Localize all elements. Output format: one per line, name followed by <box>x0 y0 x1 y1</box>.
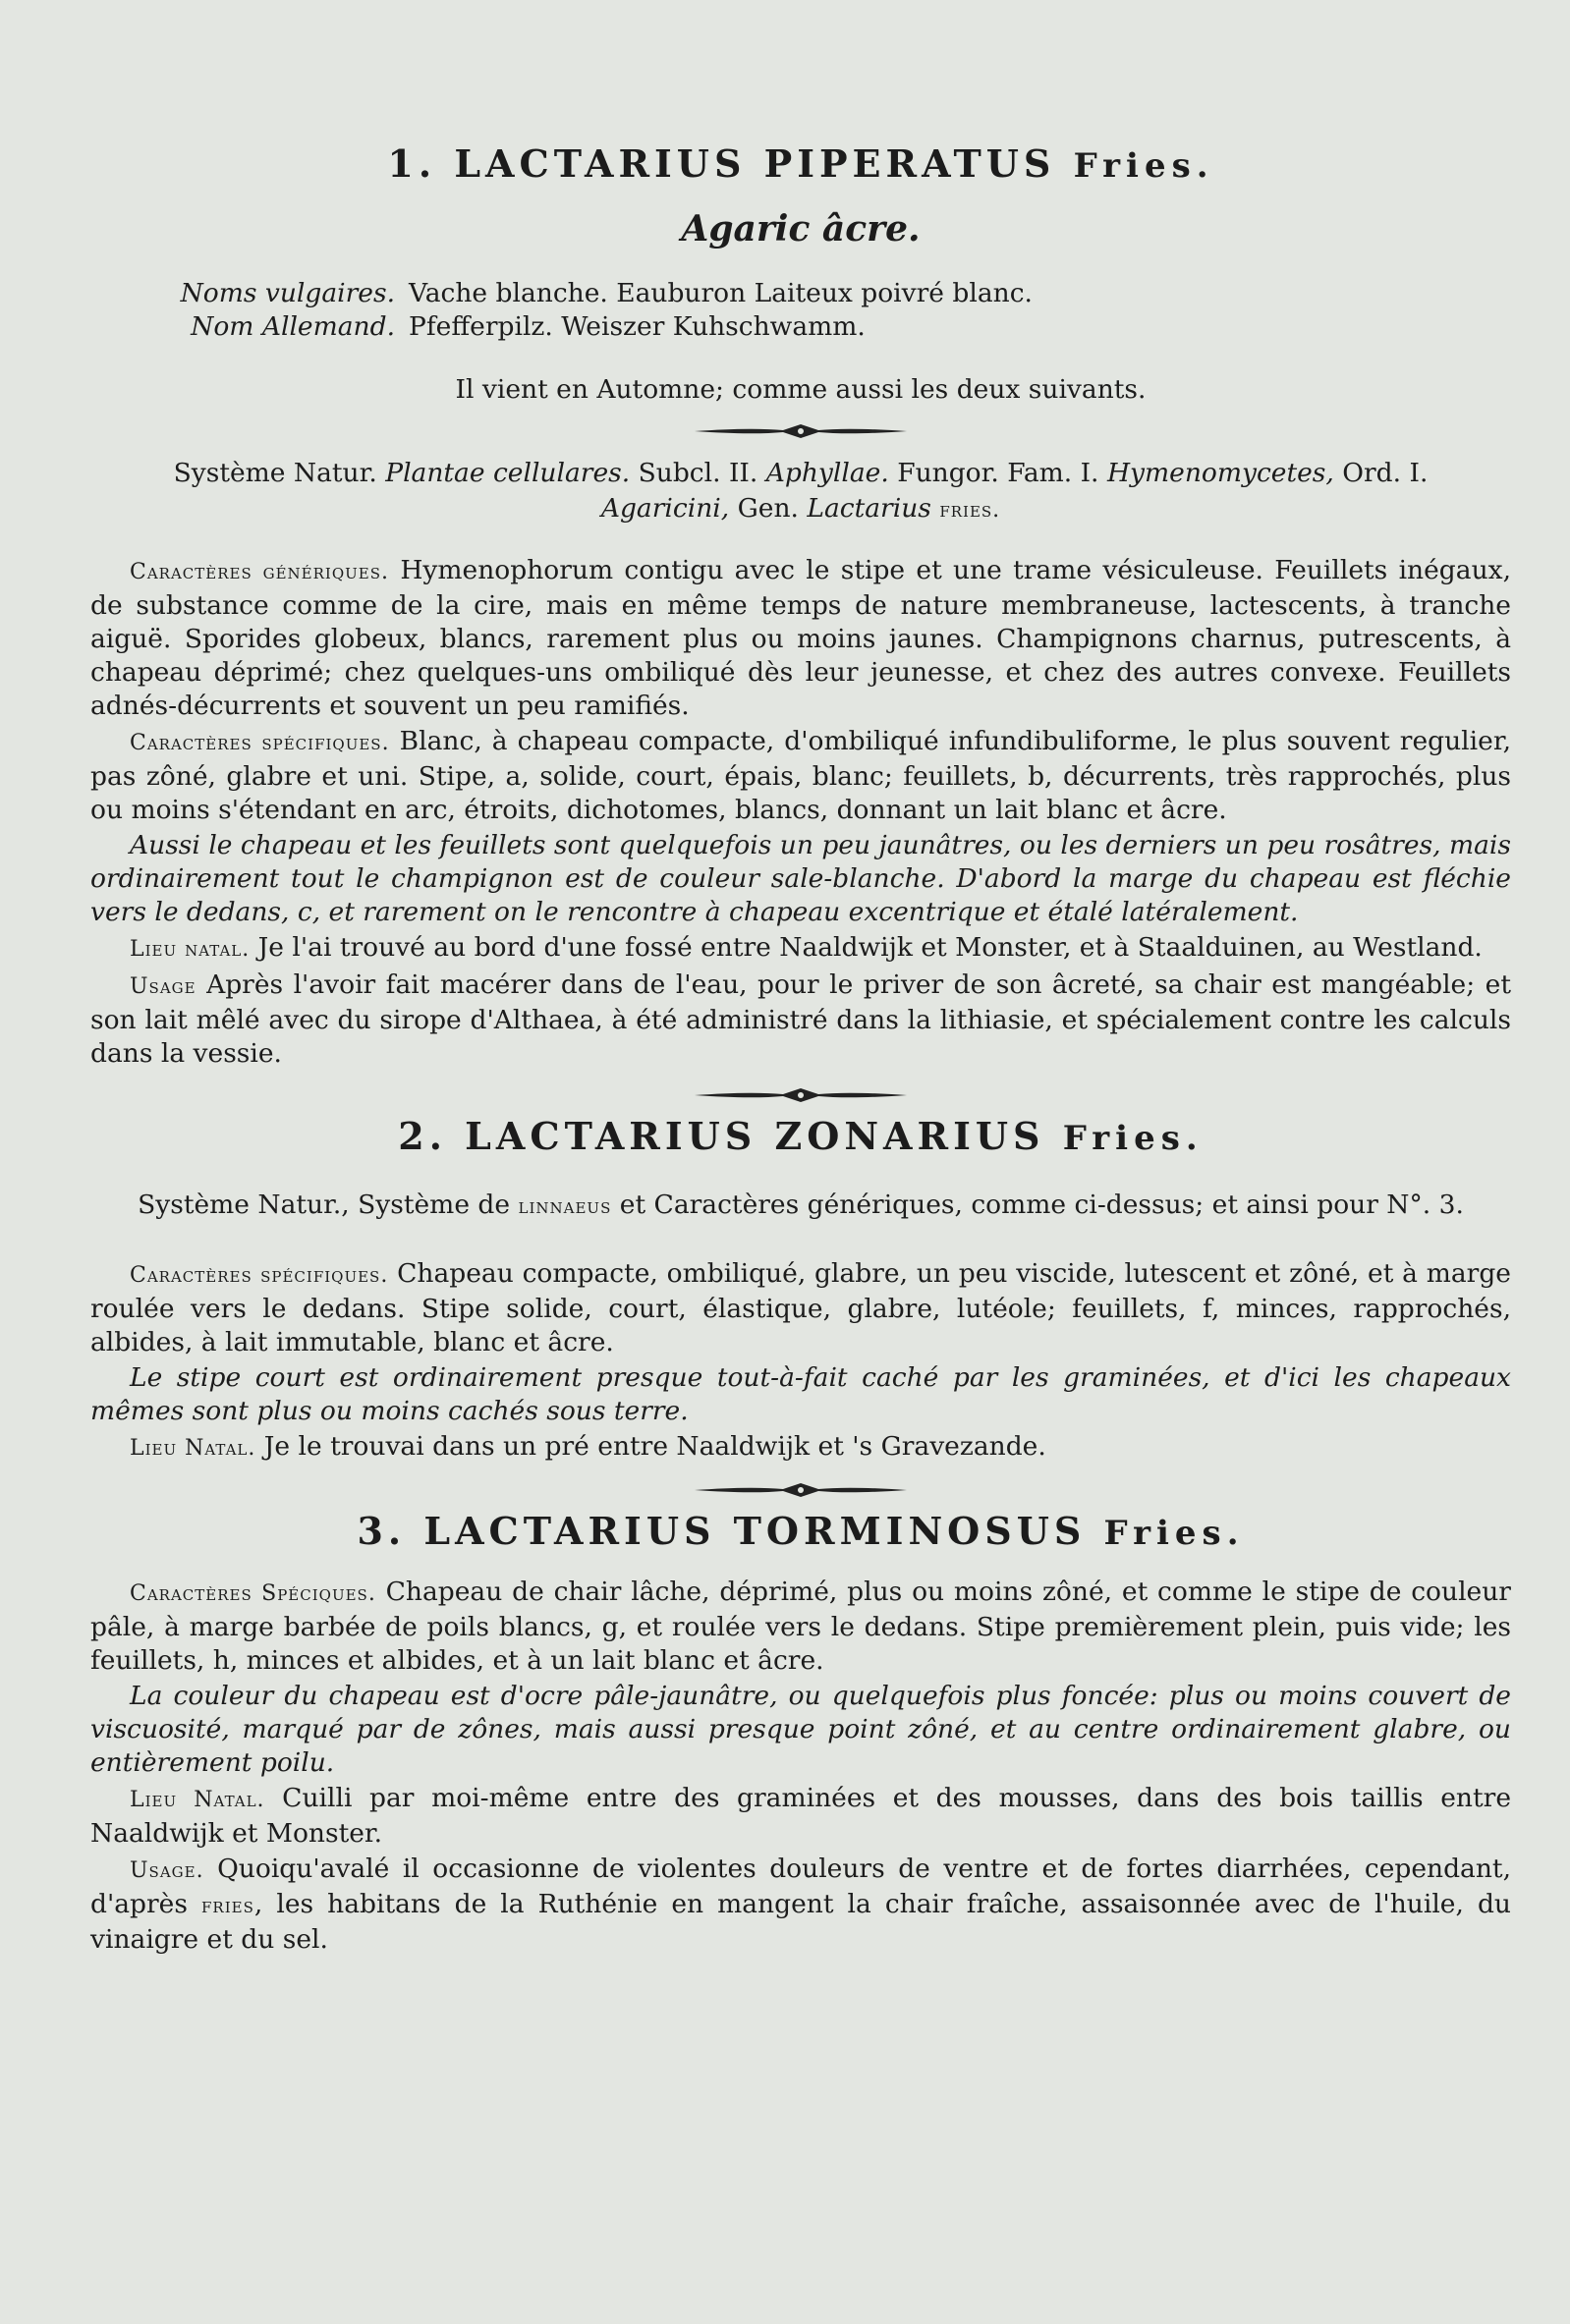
specific-characters <box>90 1576 1511 1678</box>
sys-note-part: Système Natur., Système de <box>138 1190 511 1220</box>
specific-characters-note: Le stipe court est ordinairement presque tout-à-fait caché par les graminées, et d'ici les chapeaux mêmes sont plus ou moins cachés sous terre. <box>90 1362 1511 1426</box>
habitat-label: Lieu Natal. <box>130 1436 256 1461</box>
habitat-text: Je le trouvai dans un pré entre Naaldwijk et 's Gravezande. <box>263 1431 1046 1462</box>
habitat-text: Cuilli par moi-même entre des graminées et des mousses, dans des bois taillis entre Naaldwijk et Monster. <box>90 1783 1511 1849</box>
sys-part: Système Natur. <box>173 458 377 488</box>
sys-part: Aphyllae. <box>765 458 889 488</box>
season-note: Il vient en Automne; comme aussi les deux suivants. <box>455 374 1147 405</box>
common-names-row <box>141 277 1511 310</box>
specific-characters-text: Blanc, à chapeau compacte, d'ombiliqué infundibuliforme, le plus souvent regulier, pas zôné, glabre et uni. Stipe, a, solide, court, épais, blanc; feuillets, b, décurrents, très rapprochés, plus ou moins s'étendant en arc, étroits, dichotomes, blancs, donnant un lait blanc et âcre. <box>90 726 1511 825</box>
section1-title-author: Fries. <box>1073 146 1214 186</box>
names-label: Noms vulgaires. <box>180 278 395 308</box>
specific-characters-label: Caractères spécifiques. <box>130 731 390 755</box>
specific-characters-text: Chapeau de chair lâche, déprimé, plus ou moins zôné, et comme le stipe de couleur pâle, à marge barbée de poils blancs, g, et roulée vers le dedans. Stipe premièrement plein, puis vide; les feuillets, h, minces et albides, et à un lait blanc et âcre. <box>90 1577 1511 1676</box>
systematic-classification <box>90 456 1511 528</box>
ornament-divider-icon <box>693 1479 909 1501</box>
sys-part: fries. <box>939 498 1001 523</box>
ornament-divider <box>90 1084 1511 1106</box>
habitat <box>90 1782 1511 1851</box>
usage-text-author: fries <box>201 1894 254 1918</box>
specific-characters-note: La couleur du chapeau est d'ocre pâle-jaunâtre, ou quelquefois plus foncée: plus ou moins couvert de viscuosité, marqué par de zônes, mais aussi presque point zôné, et au centre ordinairement glabre, ou entièrement poilu. <box>90 1681 1511 1778</box>
section3-title <box>90 1509 1511 1553</box>
sys-part: Subcl. II. <box>638 458 758 488</box>
usage-text: Quoiqu'avalé il occasionne de violentes douleurs de ventre et de fortes diarrhées, cependant, d'après <box>90 1854 1511 1919</box>
section2-system-note <box>90 1189 1511 1224</box>
specific-characters-text: Chapeau compacte, ombiliqué, glabre, un peu viscide, lutescent et zôné, et à marge roulée vers le dedans. Stipe solide, court, élastique, glabre, lutéole; feuillets, f, minces, rapprochés, albides, à lait immutable, blanc et âcre. <box>90 1258 1511 1357</box>
section1-subtitle: Agaric âcre. <box>681 208 921 249</box>
specific-characters-label: Caractères spécifiques. <box>130 1263 389 1288</box>
usage <box>90 968 1511 1071</box>
sys-note-part: et Caractères génériques, comme ci-dessus; et ainsi pour N°. 3. <box>619 1190 1464 1220</box>
sys-part: Hymenomycetes, <box>1106 458 1334 488</box>
ornament-divider-icon <box>693 1084 909 1106</box>
section1-title-main: 1. LACTARIUS PIPERATUS <box>387 141 1056 186</box>
usage-label: Usage. <box>130 1858 204 1883</box>
specific-characters-note: Aussi le chapeau et les feuillets sont quelquefois un peu jaunâtres, ou les derniers un peu rosâtres, mais ordinairement tout le champignon est de couleur sale-blanche. D'abord la marge du chapeau est fléchie vers le dedans, c, et rarement on le rencontre à chapeau excentrique et étalé latéralement. <box>90 830 1511 927</box>
sys-part: Plantae cellulares. <box>385 458 631 488</box>
generic-characters <box>90 554 1511 723</box>
german-name-row <box>141 310 1511 344</box>
habitat-label: Lieu natal. <box>130 937 251 962</box>
sys-part: Agaricini, <box>600 493 730 524</box>
sys-part: Fungor. Fam. I. <box>897 458 1099 488</box>
section2-title <box>90 1114 1511 1158</box>
sys-part: Lactarius <box>807 493 931 524</box>
habitat <box>90 931 1511 967</box>
usage <box>90 1853 1511 1957</box>
section1-title <box>90 141 1511 186</box>
habitat-label: Lieu Natal. <box>130 1788 265 1812</box>
section3-title-main: 3. LACTARIUS TORMINOSUS <box>357 1509 1087 1553</box>
sys-note-part: linnaeus <box>518 1194 612 1219</box>
names-label: Nom Allemand. <box>191 311 395 342</box>
ornament-divider <box>90 1479 1511 1501</box>
habitat <box>90 1430 1511 1466</box>
section3-title-author: Fries. <box>1103 1514 1245 1553</box>
usage-text: Après l'avoir fait macérer dans de l'eau, pour le priver de son âcreté, sa chair est mangéable; et son lait mêlé avec du sirope d'Althaea, à été administré dans la lithiasie, et spécialement contre les calculs dans la vessie. <box>90 969 1511 1069</box>
section2-title-author: Fries. <box>1062 1119 1204 1158</box>
ornament-divider <box>90 420 1511 442</box>
sys-part: Ord. I. <box>1342 458 1429 488</box>
names-value: Pfefferpilz. Weiszer Kuhschwamm. <box>409 311 866 342</box>
sys-part: Gen. <box>737 493 799 524</box>
common-names <box>141 277 1511 344</box>
generic-characters-label: Caractères génériques. <box>130 560 389 584</box>
usage-label: Usage <box>130 974 196 999</box>
specific-characters-label: Caractères Spéciques. <box>130 1581 376 1606</box>
specific-characters <box>90 725 1511 827</box>
names-value: Vache blanche. Eauburon Laiteux poivré blanc. <box>409 278 1033 308</box>
generic-characters-text: Hymenophorum contigu avec le stipe et une trame vésiculeuse. Feuillets inégaux, de substance comme de la cire, mais en même temps de nature membraneuse, lactescents, à tranche aiguë. Sporides globeux, blancs, rarement plus ou moins jaunes. Champignons charnus, putrescents, à chapeau déprimé; chez quelques-uns ombiliqué dès leur jeunesse, et chez des autres convexe. Feuillets adnés-décurrents et souvent un peu ramifiés. <box>90 555 1511 721</box>
ornament-divider-icon <box>693 420 909 442</box>
habitat-text: Je l'ai trouvé au bord d'une fossé entre Naaldwijk et Monster, et à Staalduinen, au Westland. <box>257 932 1483 963</box>
usage-text: , les habitans de la Ruthénie en mangent la chair fraîche, assaisonnée avec de l'huile, du vinaigre et du sel. <box>90 1889 1511 1955</box>
section2-title-main: 2. LACTARIUS ZONARIUS <box>398 1114 1045 1158</box>
specific-characters <box>90 1257 1511 1359</box>
